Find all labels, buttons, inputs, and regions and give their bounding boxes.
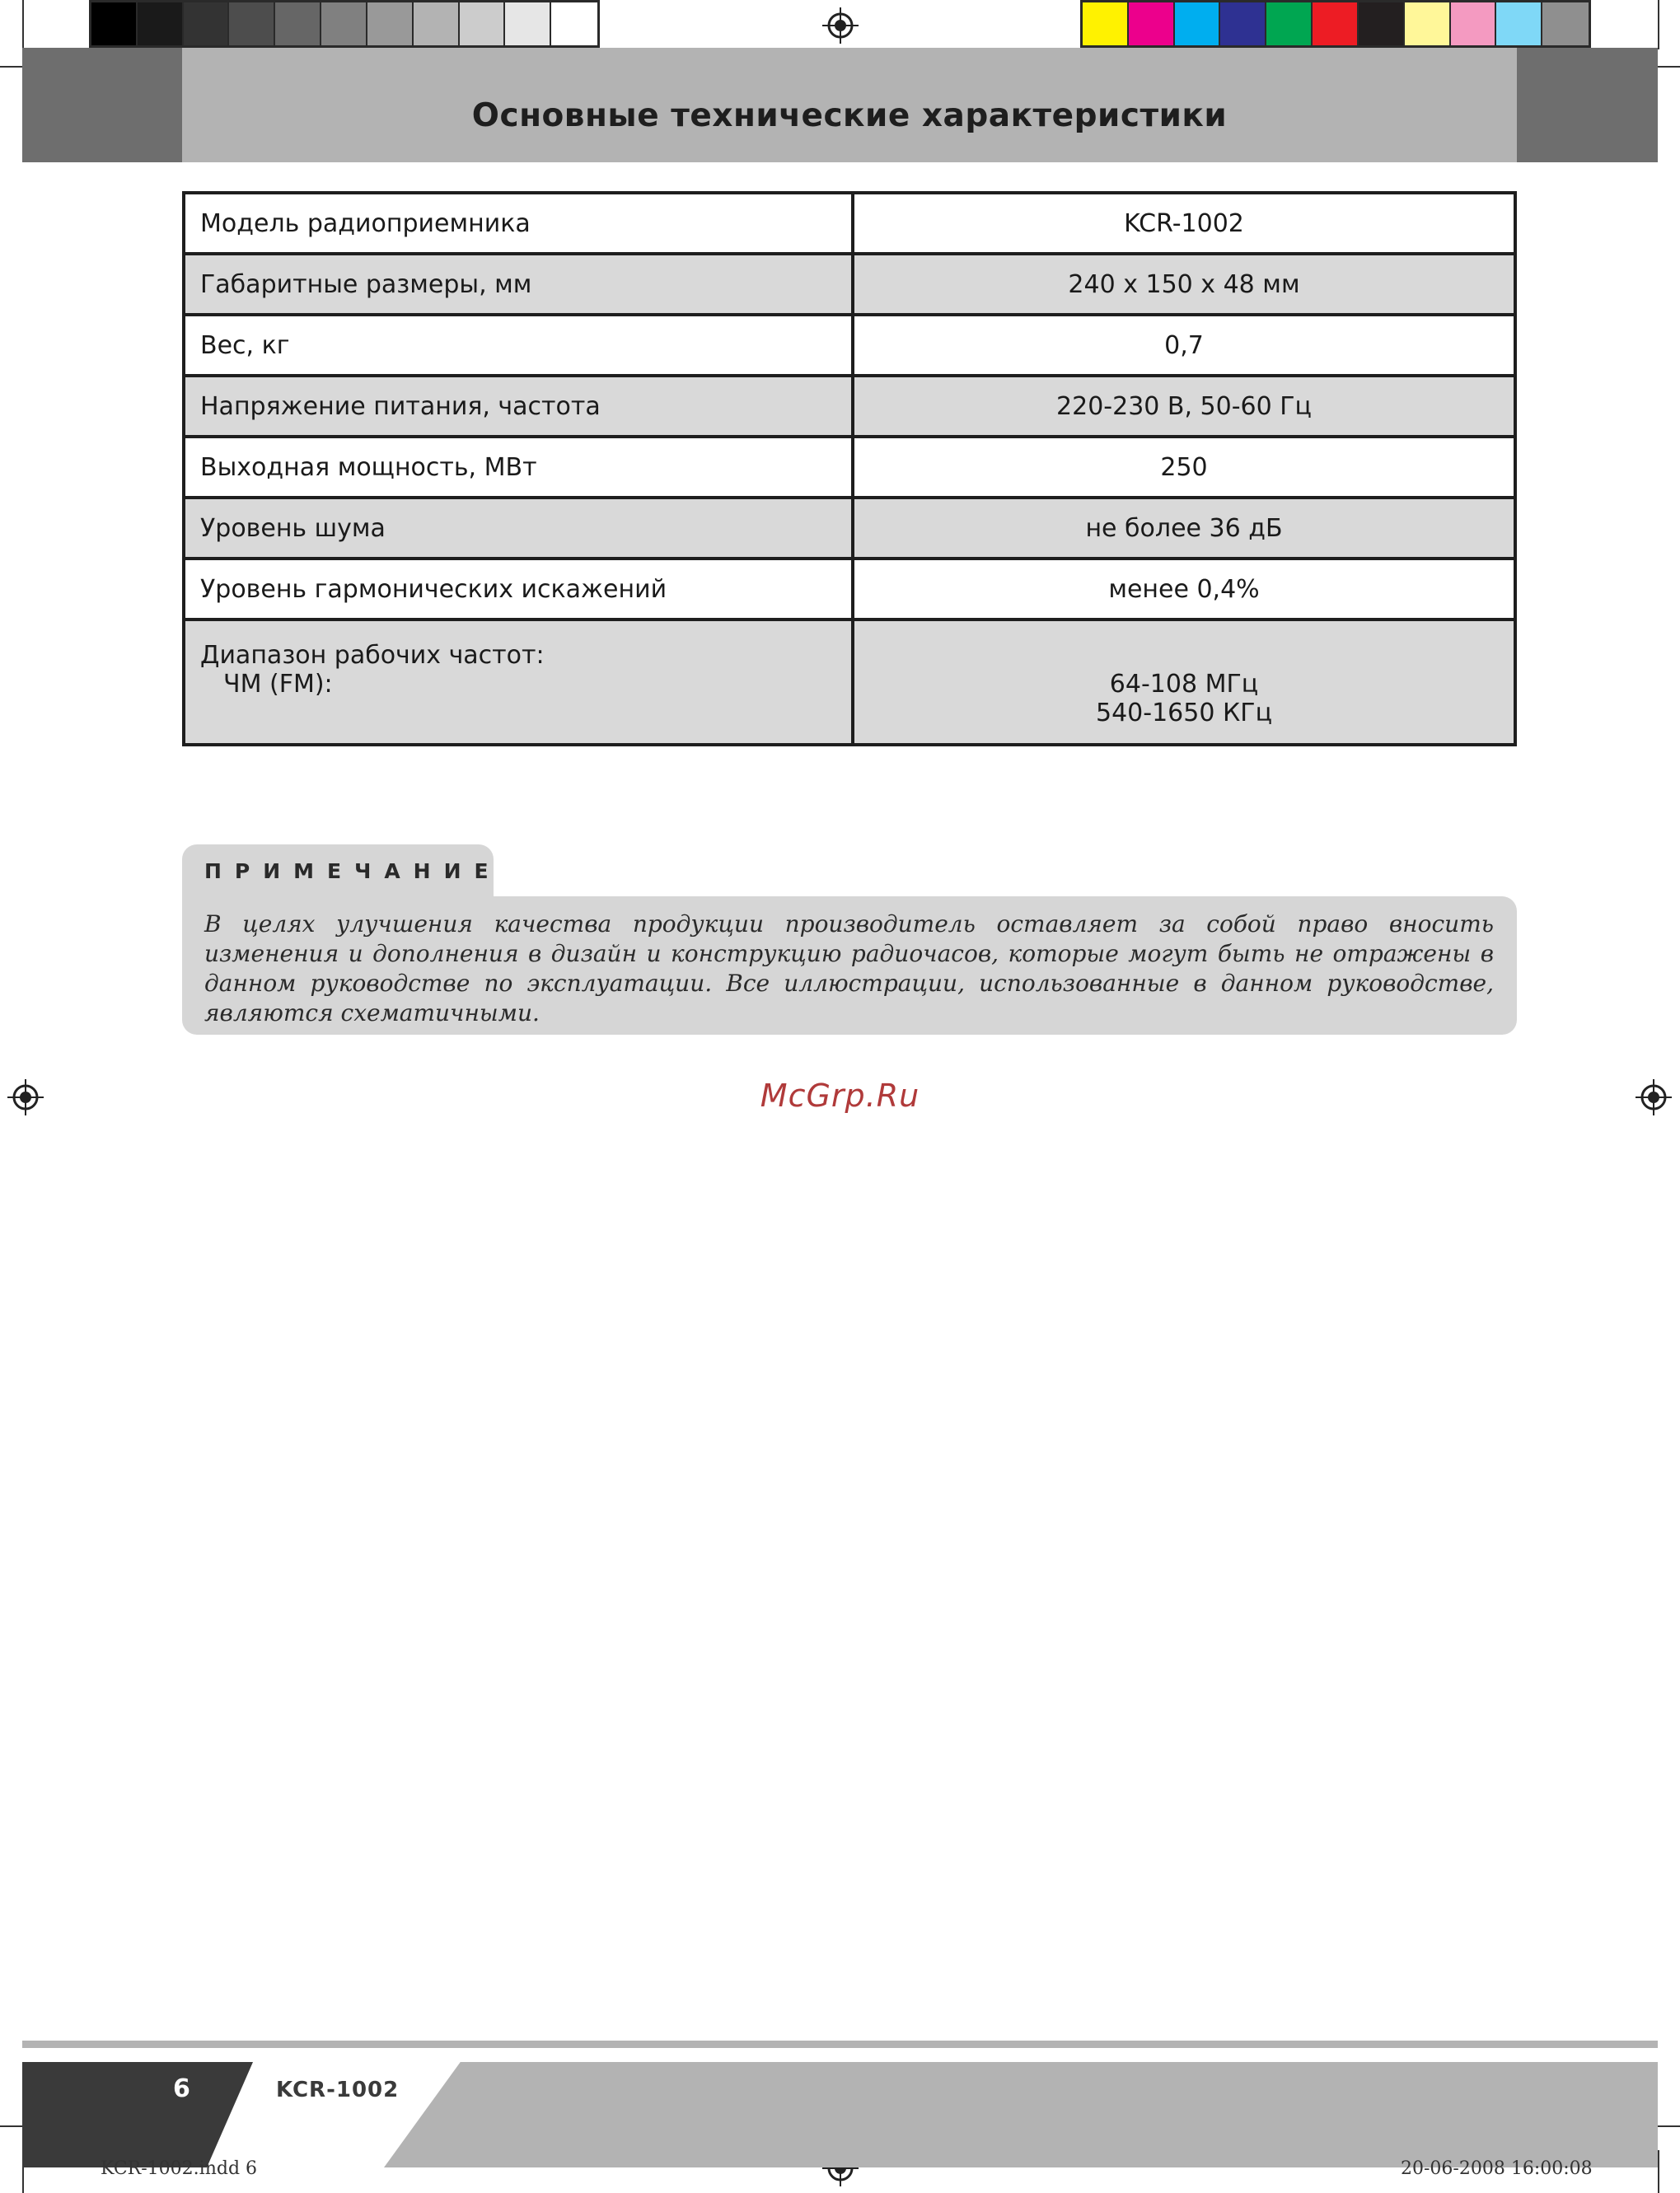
spec-value: не более 36 дБ (853, 498, 1515, 559)
spec-value: менее 0,4% (853, 559, 1515, 620)
freq-label: Диапазон рабочих частот: (200, 641, 545, 670)
registration-mark-icon (822, 7, 859, 44)
color-swatch (1405, 2, 1451, 45)
color-swatch (1542, 2, 1589, 45)
watermark: McGrp.Ru (760, 1078, 920, 1114)
table-row (184, 559, 1515, 620)
crop-mark (1658, 2150, 1659, 2193)
gray-swatch (184, 2, 230, 45)
print-slug-date: 20-06-2008 16:00:08 (1401, 2158, 1593, 2179)
color-swatch (1359, 2, 1405, 45)
spec-label: Уровень шума (184, 498, 853, 559)
grayscale-bar (89, 0, 600, 48)
gray-swatch (275, 2, 321, 45)
gray-swatch (551, 2, 597, 45)
spec-label: Напряжение питания, частота (184, 376, 853, 437)
gray-swatch (229, 2, 275, 45)
color-swatch (1266, 2, 1313, 45)
table-row (184, 193, 1515, 254)
freq-value-2: 540-1650 КГц (1096, 699, 1272, 727)
table-row (184, 254, 1515, 315)
spec-value: 0,7 (853, 315, 1515, 376)
color-bar (1080, 0, 1591, 48)
color-swatch (1313, 2, 1359, 45)
gray-swatch (91, 2, 138, 45)
freq-value-1: 64-108 МГц (1109, 670, 1259, 699)
table-row (184, 498, 1515, 559)
footer-page-band (22, 2062, 253, 2167)
spec-value: 220-230 В, 50-60 Гц (853, 376, 1515, 437)
gray-swatch (321, 2, 367, 45)
gray-swatch (505, 2, 551, 45)
color-swatch (1129, 2, 1175, 45)
table-row (184, 376, 1515, 437)
gray-swatch (367, 2, 414, 45)
footer-model: KCR-1002 (276, 2078, 400, 2102)
header-band-right (1517, 48, 1658, 162)
page-title: Основные технические характеристики (471, 97, 1228, 134)
print-slug-file: KCR-1002.indd 6 (101, 2158, 258, 2179)
spec-label: Вес, кг (184, 315, 853, 376)
spec-value: KCR-1002 (853, 193, 1515, 254)
color-swatch (1496, 2, 1542, 45)
note-label: ПРИМЕЧАНИЕ (204, 859, 502, 883)
table-row (184, 315, 1515, 376)
spec-value: 240 x 150 x 48 мм (853, 254, 1515, 315)
table-row (184, 620, 1515, 745)
gray-swatch (414, 2, 460, 45)
color-swatch (1451, 2, 1497, 45)
spec-table (182, 191, 1517, 746)
color-swatch (1175, 2, 1221, 45)
color-swatch (1083, 2, 1129, 45)
spec-label: Габаритные размеры, мм (184, 254, 853, 315)
spec-value (853, 620, 1515, 745)
gray-swatch (460, 2, 506, 45)
table-row (184, 437, 1515, 498)
footer-rule (22, 2041, 1658, 2048)
spec-label (184, 620, 853, 745)
spec-label: Уровень гармонических искажений (184, 559, 853, 620)
page-number: 6 (173, 2074, 190, 2103)
freq-sublabel: ЧМ (FM): (223, 670, 333, 699)
crop-mark (22, 0, 24, 49)
note-text: В целях улучшения качества продукции производитель оставляет за собой право вносить изменения и дополнения в дизайн и конструкцию радиочасов, которые могут быть не отражены в данном руководстве по эксплуатации. Все иллюстрации, использованные в данном руководстве, являются схематичными. (204, 910, 1494, 1026)
crop-mark (1658, 0, 1659, 49)
spec-value: 250 (853, 437, 1515, 498)
spec-label: Выходная мощность, МВт (184, 437, 853, 498)
footer-band (384, 2062, 1658, 2167)
gray-swatch (138, 2, 184, 45)
spec-label: Модель радиоприемника (184, 193, 853, 254)
color-swatch (1220, 2, 1266, 45)
header-band-left (22, 48, 182, 162)
